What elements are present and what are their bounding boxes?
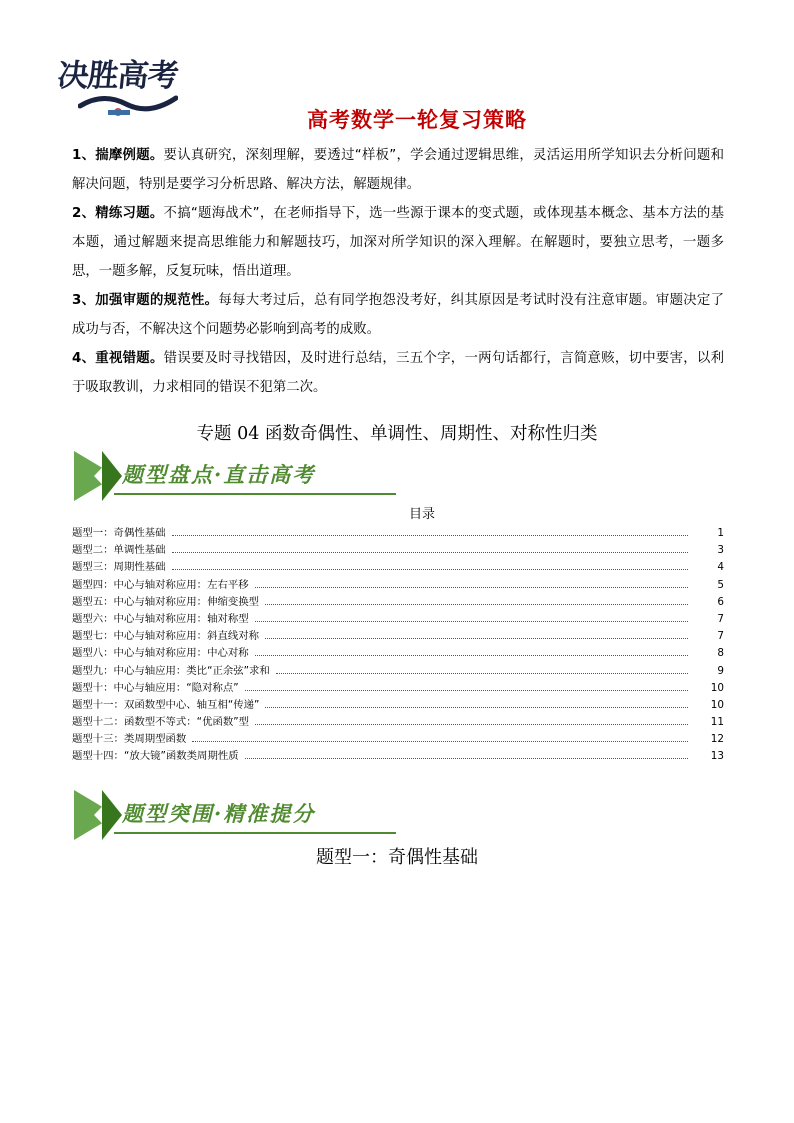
toc-heading: 目录 [408, 507, 435, 522]
toc-entry[interactable]: 题型七：中心与轴对称应用：斜直线对称 7 [72, 630, 724, 643]
banner-text: 题型突围·精准提分 [122, 801, 316, 826]
toc-entry[interactable]: 题型四：中心与轴对称应用：左右平移 5 [72, 578, 724, 591]
toc-entry[interactable]: 题型三：周期性基础 4 [72, 561, 724, 574]
toc-entry[interactable]: 题型十：中心与轴应用：“隐对称点” 10 [72, 681, 724, 694]
toc-entry[interactable]: 题型一：奇偶性基础 1 [72, 527, 724, 539]
main-title: 高考数学一轮复习策略 [307, 108, 527, 132]
toc-entry[interactable]: 题型十四：“放大镜”函数类周期性质 13 [72, 750, 724, 763]
toc-entry[interactable]: 题型八：中心与轴对称应用：中心对称 8 [72, 647, 724, 660]
section-banner-overview [74, 451, 396, 501]
strategy-item: 2、精练习题。不搞“题海战术”，在老师指导下，选一些源于课本的变式题，或体现基本概念、基本方法的基本题，通过解题来提高思维能力和解题技巧，加深对所学知识的深入理解。在解题时，要独立思考，一题多思，一题多解，反复玩味，悟出道理。 [72, 206, 724, 279]
strategy-list [72, 141, 724, 402]
banner-underline [114, 832, 396, 834]
strategy-item: 1、揣摩例题。要认真研究，深刻理解，要透过“样板”，学会通过逻辑思维，灵活运用所学知识去分析问题和解决问题，特别是要学习分析思路、解决方法，解题规律。 [72, 148, 724, 192]
topic-title: 专题 04 函数奇偶性、单调性、周期性、对称性归类 [196, 424, 598, 444]
banner-text: 题型盘点·直击高考 [122, 462, 316, 487]
section-banner-practice [74, 790, 396, 840]
toc-entry[interactable]: 题型十二：函数型不等式：“优函数”型 11 [72, 716, 724, 729]
toc-entry[interactable]: 题型六：中心与轴对称应用：轴对称型 7 [72, 612, 724, 625]
toc-entry[interactable]: 题型五：中心与轴对称应用：伸缩变换型 6 [72, 595, 724, 608]
toc-entry[interactable]: 题型二：单调性基础 3 [72, 544, 724, 557]
strategy-item: 3、加强审题的规范性。每每大考过后，总有同学抱怨没考好，纠其原因是考试时没有注意审题。审题决定了成功与否，不解决这个问题势必影响到高考的成败。 [72, 293, 724, 337]
toc-entry[interactable]: 题型十一：双函数型中心、轴互相“传递” 10 [72, 698, 724, 711]
banner-underline [114, 493, 396, 495]
strategy-item: 4、重视错题。错误要及时寻找错因，及时进行总结，三五个字，一两句话都行，言简意赅，切中要害，以利于吸取教训，力求相同的错误不犯第二次。 [72, 351, 724, 395]
table-of-contents [72, 524, 724, 765]
logo-text: 决胜高考 [55, 58, 180, 94]
toc-entry[interactable]: 题型十三：类周期型函数 12 [72, 733, 724, 746]
section-title: 题型一：奇偶性基础 [316, 847, 478, 868]
toc-entry[interactable]: 题型九：中心与轴应用：类比“正余弦”求和 9 [72, 664, 724, 677]
